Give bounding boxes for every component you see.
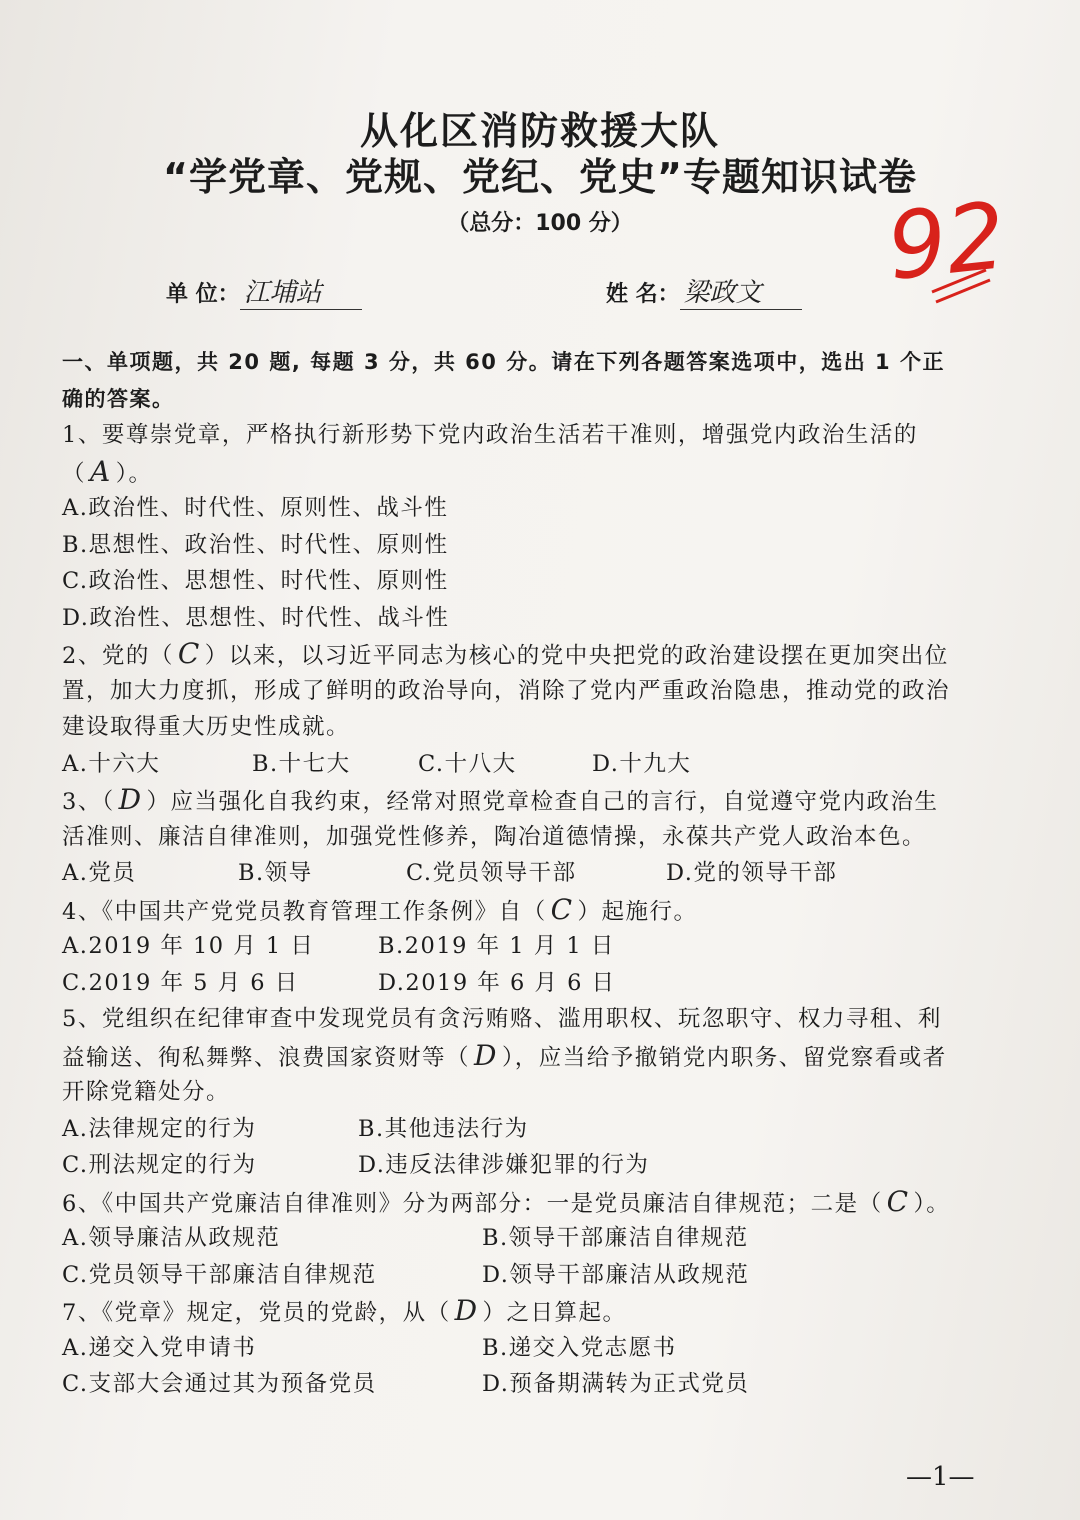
q6-handwritten-answer: C — [886, 1184, 910, 1218]
q2-option-b: B.十七大 — [252, 750, 351, 777]
q7-option-d: D.预备期满转为正式党员 — [482, 1371, 750, 1397]
q4-stem-pre: 4、《中国共产党党员教育管理工作条例》自（ — [62, 898, 547, 925]
q1-option-d: D.政治性、思想性、时代性、战斗性 — [62, 604, 450, 631]
q7-handwritten-answer: D — [454, 1294, 479, 1327]
q3-stem-post: ）应当强化自我约束，经常对照党章检查自己的言行，自觉遵守党内政治生 — [146, 789, 939, 815]
q4-option-c: C.2019 年 5 月 6 日 — [62, 969, 299, 996]
q5-stem-cont2: 开除党籍处分。 — [62, 1079, 231, 1105]
q2-option-c: C.十八大 — [418, 750, 517, 777]
q5-stem-post: ），应当给予撤销党内职务、留党察看或者 — [501, 1044, 947, 1071]
q4-options-ab — [62, 928, 962, 965]
q2-option-a: A.十六大 — [62, 750, 161, 777]
q3-option-d: D.党的领导干部 — [666, 860, 838, 886]
q6-stem-post: ）。 — [913, 1190, 951, 1217]
q1-paren-open: （ — [62, 460, 87, 487]
q5-option-b: B.其他违法行为 — [358, 1115, 529, 1142]
q1-option-b: B.思想性、政治性、时代性、原则性 — [62, 531, 449, 558]
q1-paren-close: ）。 — [115, 460, 153, 487]
q5-options-cd — [62, 1147, 962, 1184]
name-field — [606, 272, 802, 310]
q5-stem: 5、党组织在纪律审查中发现党员有贪污贿赂、滥用职权、玩忽职守、权力寻租、利 — [62, 1006, 942, 1032]
q6-option-b: B.领导干部廉洁自律规范 — [482, 1225, 749, 1251]
q6-stem — [62, 1184, 962, 1221]
q5-option-d: D.违反法律涉嫌犯罪的行为 — [358, 1152, 650, 1178]
name-handwritten-value: 梁政文 — [680, 272, 802, 310]
unit-field — [166, 272, 362, 310]
q7-option-b: B.递交入党志愿书 — [482, 1334, 677, 1361]
q1-stem: 1、要尊崇党章，严格执行新形势下党内政治生活若干准则，增强党内政治生活的 — [62, 422, 918, 448]
q7-stem-post: ）之日算起。 — [482, 1300, 627, 1326]
q3-stem-cont: 活准则、廉洁自律准则，加强党性修养，陶冶道德情操，永葆共产党人政治本色。 — [62, 823, 927, 850]
q4-option-d: D.2019 年 6 月 6 日 — [378, 969, 616, 996]
exam-title-line2: “学党章、党规、党纪、党史”专题知识试卷 — [163, 155, 917, 199]
q5-stem-cont — [62, 1038, 962, 1075]
q5-handwritten-answer: D — [474, 1038, 498, 1072]
q4-stem-post: ）起施行。 — [577, 898, 698, 925]
q2-stem-post: ）以来，以习近平同志为核心的党中央把党的政治建设摆在更加突出位 — [204, 643, 949, 669]
q1-stem-cont — [62, 454, 962, 491]
unit-handwritten-value: 江埔站 — [240, 272, 362, 310]
unit-label: 单 位： — [166, 282, 240, 307]
score-underline-marks — [926, 262, 996, 312]
name-label: 姓 名： — [606, 282, 680, 307]
q6-option-d: D.领导干部廉洁从政规范 — [482, 1261, 750, 1288]
q4-options-cd — [62, 965, 962, 1002]
total-score-label: （总分：100 分） — [447, 211, 633, 236]
q5-stem-pre: 益输送、徇私舞弊、浪费国家资财等（ — [62, 1044, 471, 1071]
section-heading: 一、单项题，共 20 题, 每题 3 分，共 60 分。请在下列各题答案选项中，选出 1 个正 — [62, 350, 945, 374]
q2-stem — [62, 636, 962, 673]
q5-option-c: C.刑法规定的行为 — [62, 1152, 257, 1178]
q3-options — [62, 855, 962, 892]
q3-option-c: C.党员领导干部 — [406, 860, 577, 886]
q3-option-b: B.领导 — [238, 860, 313, 886]
q7-stem — [62, 1293, 962, 1330]
q7-option-a: A.递交入党申请书 — [62, 1334, 257, 1361]
q6-options-cd — [62, 1257, 962, 1294]
q3-stem-pre: 3、（ — [62, 789, 115, 815]
q7-options-ab — [62, 1330, 962, 1367]
q7-options-cd — [62, 1366, 962, 1403]
q4-handwritten-answer: C — [550, 892, 574, 926]
q6-stem-pre: 6、《中国共产党廉洁自律准则》分为两部分：一是党员廉洁自律规范；二是（ — [62, 1190, 883, 1217]
exam-title-line1: 从化区消防救援大队 — [359, 109, 720, 153]
q2-option-d: D.十九大 — [592, 750, 692, 777]
handwritten-score: 92 — [882, 182, 1011, 301]
q4-stem — [62, 892, 962, 929]
q5-option-a: A.法律规定的行为 — [62, 1115, 257, 1142]
question-list — [62, 344, 962, 1403]
q3-option-a: A.党员 — [62, 860, 137, 886]
q7-stem-pre: 7、《党章》规定，党员的党龄，从（ — [62, 1300, 451, 1326]
q7-option-c: C.支部大会通过其为预备党员 — [62, 1371, 377, 1397]
q3-handwritten-answer: D — [118, 783, 143, 816]
q6-options-ab — [62, 1220, 962, 1257]
q4-option-a: A.2019 年 10 月 1 日 — [62, 933, 315, 959]
q1-option-a: A.政治性、时代性、原则性、战斗性 — [62, 495, 449, 521]
q1-option-c: C.政治性、思想性、时代性、原则性 — [62, 568, 449, 594]
q5-options-ab — [62, 1111, 962, 1148]
q2-stem-pre: 2、党的（ — [62, 643, 174, 669]
q1-handwritten-answer: A — [90, 454, 112, 488]
section-heading-cont: 确的答案。 — [62, 386, 175, 411]
q3-stem — [62, 782, 962, 819]
q6-option-a: A.领导廉洁从政规范 — [62, 1225, 281, 1251]
q2-stem-cont: 置，加大力度抓，形成了鲜明的政治导向，消除了党内严重政治隐患，推动党的政治 — [62, 677, 951, 704]
q2-options — [62, 746, 962, 783]
q4-option-b: B.2019 年 1 月 1 日 — [378, 933, 615, 959]
q2-stem-cont2: 建设取得重大历史性成就。 — [62, 714, 351, 740]
q2-handwritten-answer: C — [177, 637, 201, 670]
page-number: —1— — [906, 1462, 975, 1492]
q6-option-c: C.党员领导干部廉洁自律规范 — [62, 1261, 377, 1288]
